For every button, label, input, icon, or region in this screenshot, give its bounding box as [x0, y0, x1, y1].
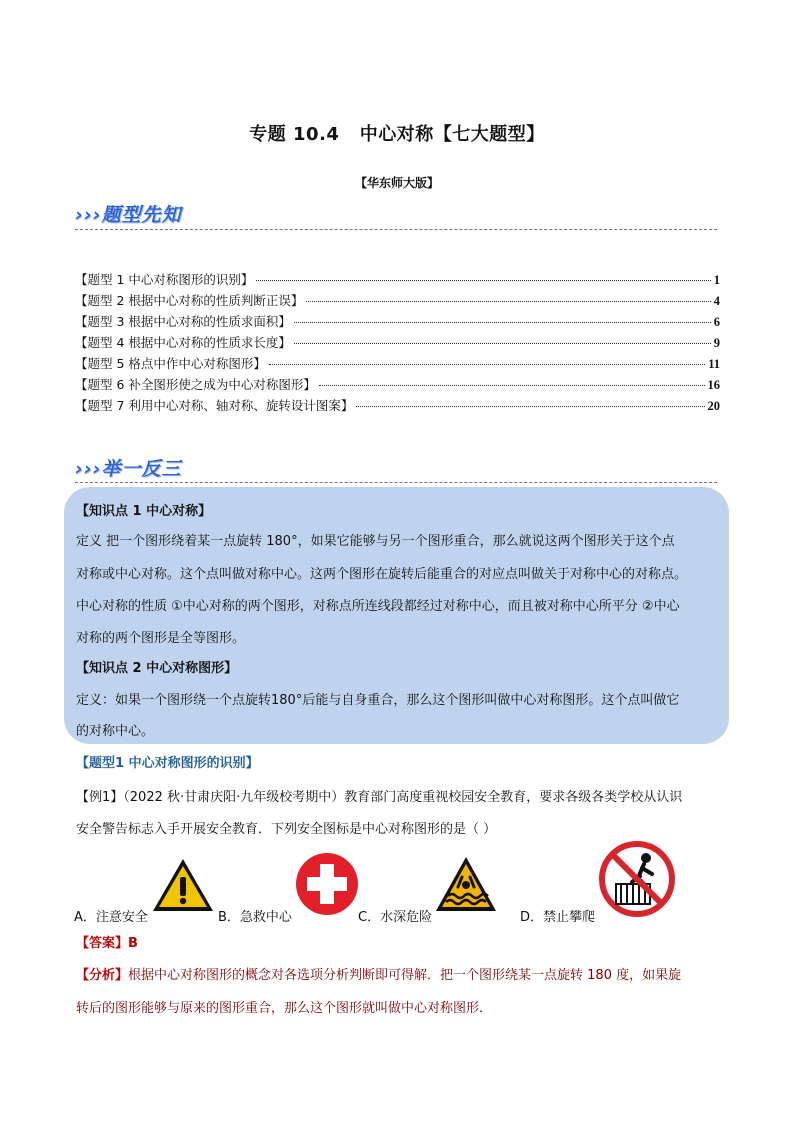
toc-leader-dots — [294, 322, 711, 323]
option-a-label[interactable]: A．注意安全 — [74, 910, 148, 925]
document-subtitle: 【华东师大版】 — [354, 176, 439, 190]
toc-page-number: 1 — [713, 273, 720, 287]
toc-row[interactable] — [75, 291, 720, 311]
option-d-label[interactable]: D．禁止攀爬 — [520, 910, 596, 925]
analysis-text-continued: 转后的图形能够与原来的图形重合，那么这个图形就叫做中心对称图形． — [76, 1001, 493, 1016]
toc-leader-dots — [269, 364, 705, 365]
toc-label: 【题型 4 根据中心对称的性质求长度】 — [75, 335, 291, 350]
toc-row[interactable] — [75, 333, 720, 353]
toc-row[interactable] — [75, 396, 720, 416]
knowledge-text: 的对称中心。 — [76, 724, 155, 739]
banner-divider — [75, 482, 717, 483]
banner-divider — [75, 229, 717, 230]
no-climbing-icon — [598, 840, 676, 918]
toc-row[interactable] — [75, 375, 720, 395]
answer-line — [76, 932, 138, 951]
topic-1-heading: 【题型1 中心对称图形的识别】 — [76, 756, 259, 771]
knowledge-point-2-title: 【知识点 2 中心对称图形】 — [76, 661, 238, 676]
toc-row[interactable] — [75, 354, 720, 374]
toc-page-number: 20 — [707, 399, 720, 413]
toc-page-number: 4 — [713, 294, 720, 308]
deep-water-warning-icon — [434, 855, 498, 913]
answer-value: B — [128, 936, 138, 951]
analysis-tag: 【分析】 — [76, 968, 129, 983]
toc-row[interactable] — [75, 312, 720, 332]
toc-leader-dots — [356, 406, 704, 407]
answer-tag: 【答案】 — [76, 936, 129, 951]
knowledge-text: 对称或中心对称。这个点叫做对称中心。这两个图形在旋转后能重合的对应点叫做关于对称中心的对称点。 — [76, 567, 688, 582]
document-title: 专题 10.4 中心对称【七大题型】 — [249, 124, 545, 145]
toc-leader-dots — [306, 301, 710, 302]
analysis-line — [76, 964, 681, 983]
toc-leader-dots — [256, 280, 710, 281]
toc-page-number: 11 — [708, 357, 720, 371]
banner-examples: ›››举一反三 — [75, 458, 182, 480]
first-aid-cross-icon — [295, 852, 359, 916]
toc-row[interactable] — [75, 270, 720, 290]
knowledge-text: 定义 把一个图形绕着某一点旋转 180°，如果它能够与另一个图形重合，那么就说这两个图形关于这个点 — [76, 534, 675, 549]
warning-triangle-icon — [150, 855, 216, 915]
knowledge-text: 定义：如果一个图形绕一个点旋转180°后能与自身重合，那么这个图形叫做中心对称图形。这个点叫做它 — [76, 693, 680, 708]
toc-page-number: 16 — [707, 378, 720, 392]
knowledge-text: 对称的两个图形是全等图形。 — [76, 631, 246, 646]
toc-leader-dots — [294, 343, 711, 344]
analysis-text: 根据中心对称图形的概念对各选项分析判断即可得解．把一个图形绕某一点旋转 180 度，如果旋 — [128, 968, 682, 983]
toc-label: 【题型 3 根据中心对称的性质求面积】 — [75, 314, 291, 329]
toc-leader-dots — [319, 385, 705, 386]
option-b-label[interactable]: B．急救中心 — [218, 910, 292, 925]
toc-label: 【题型 5 格点中作中心对称图形】 — [75, 356, 266, 371]
toc-label: 【题型 1 中心对称图形的识别】 — [75, 272, 254, 287]
example-question-text: 【例1】（2022 秋·甘肃庆阳·九年级校考期中）教育部门高度重视校园安全教育，要求各级各类学校从认识 — [76, 790, 683, 805]
toc-label: 【题型 6 补全图形使之成为中心对称图形】 — [75, 377, 316, 392]
knowledge-point-1-title: 【知识点 1 中心对称】 — [76, 504, 212, 519]
toc-label: 【题型 7 利用中心对称、轴对称、旋转设计图案】 — [75, 398, 354, 413]
banner-question-types: ›››题型先知 — [75, 204, 182, 226]
option-c-label[interactable]: C．水深危险 — [358, 910, 433, 925]
toc-label: 【题型 2 根据中心对称的性质判断正误】 — [75, 293, 304, 308]
toc-page-number: 6 — [713, 315, 720, 329]
knowledge-text: 中心对称的性质 ①中心对称的两个图形，对称点所连线段都经过对称中心，而且被对称中心所平分 ②中心 — [76, 599, 680, 614]
toc-page-number: 9 — [713, 336, 720, 350]
example-question-text: 安全警告标志入手开展安全教育．下列安全图标是中心对称图形的是（ ） — [76, 822, 497, 837]
